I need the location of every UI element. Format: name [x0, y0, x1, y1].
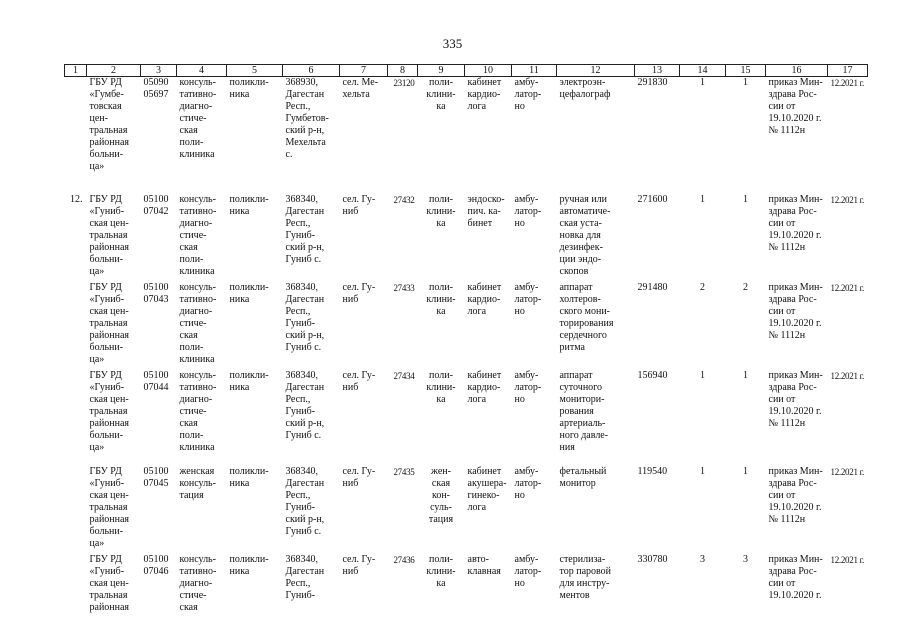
column-number-1: 1: [65, 65, 87, 77]
cell-room: кабинет кардио- лога: [467, 369, 502, 405]
cell-facility-kind: поликли- ника: [229, 369, 269, 393]
cell-equipment: аппарат суточного монитори- рования артериаль- ного давле- ния: [559, 369, 609, 453]
cell-unit: поли- клини- ка: [426, 369, 456, 405]
cell-code: 05100 07046: [143, 553, 169, 577]
column-number-14: 14: [680, 65, 726, 77]
cell-quantity-needed: 1: [700, 77, 705, 88]
column-number-4: 4: [177, 65, 227, 77]
cell-due-date: 12.2021 г.: [830, 466, 864, 477]
cell-code: 05100 07042: [143, 193, 169, 217]
cell-facility-kind: поликли- ника: [229, 77, 269, 100]
cell-quantity-needed: 2: [700, 281, 705, 293]
cell-address: 368340, Дагестан Респ., Гуниб- ский р-н, Гуниб с.: [285, 193, 325, 265]
cell-settlement: сел. Гу- ниб: [342, 369, 376, 393]
table-row: [65, 554, 868, 624]
cell-unit: поли- клини- ка: [426, 193, 456, 229]
cell-facility-type: консуль- тативно- диагно- стиче- ская поли- клиника: [179, 193, 217, 277]
column-number-3: 3: [141, 65, 177, 77]
cell-registry-id: 27433: [393, 282, 415, 293]
cell-registry-id: 27432: [393, 194, 415, 205]
column-number-9: 9: [418, 65, 465, 77]
cell-due-date: 12.2021 г.: [830, 554, 864, 565]
cell-code: 05090 05697: [143, 77, 169, 100]
cell-organization: ГБУ РД «Гумбе- товская цен- тральная районная больни- ца»: [89, 77, 130, 172]
cell-room: кабинет кардио- лога: [467, 77, 502, 112]
column-number-11: 11: [512, 65, 557, 77]
cell-room: кабинет кардио- лога: [467, 281, 502, 317]
cell-legal-basis: приказ Мин- здрава Рос- сии от 19.10.2020 г. № 1112н: [768, 193, 823, 253]
cell-address: 368340, Дагестан Респ., Гуниб- ский р-н, Гуниб с.: [285, 465, 325, 537]
cell-price: 291480: [637, 281, 668, 293]
column-number-8: 8: [388, 65, 418, 77]
cell-equipment: ручная или автоматиче- ская уста- новка для дезинфек- ции эндо- скопов: [559, 193, 611, 277]
cell-quantity-planned: 1: [743, 369, 748, 381]
cell-quantity-needed: 1: [700, 193, 705, 205]
cell-quantity-planned: 1: [743, 465, 748, 477]
column-number-16: 16: [766, 65, 828, 77]
table-row: [65, 194, 868, 282]
cell-registry-id: 27434: [393, 370, 415, 381]
cell-registry-id: 27435: [393, 466, 415, 477]
cell-organization: ГБУ РД «Гуниб- ская цен- тральная районная больни- ца»: [89, 465, 130, 549]
page-number: 335: [442, 36, 463, 51]
cell-settlement: сел. Гу- ниб: [342, 553, 376, 577]
cell-facility-kind: поликли- ника: [229, 465, 269, 489]
table-row: [65, 282, 868, 370]
column-number-10: 10: [465, 65, 512, 77]
cell-organization: ГБУ РД «Гуниб- ская цен- тральная районная больни- ца»: [89, 281, 130, 365]
cell-equipment: стерилиза- тор паровой для инстру- ментов: [559, 553, 612, 601]
table-row: [65, 466, 868, 554]
cell-registry-id: 27436: [393, 554, 415, 565]
cell-quantity-needed: 1: [700, 369, 705, 381]
cell-row-number: 12.: [70, 193, 83, 205]
cell-address: 368340, Дагестан Респ., Гуниб- ский р-н, Гуниб с.: [285, 281, 325, 353]
cell-legal-basis: приказ Мин- здрава Рос- сии от 19.10.2020 г. № 1112н: [768, 281, 823, 341]
cell-unit: поли- клини- ка: [426, 553, 456, 589]
cell-due-date: 12.2021 г.: [830, 370, 864, 381]
cell-care-mode: амбу- латор- но: [514, 553, 542, 589]
cell-price: 291830: [637, 77, 668, 88]
cell-code: 05100 07044: [143, 369, 169, 393]
cell-quantity-planned: 2: [743, 281, 748, 293]
cell-legal-basis: приказ Мин- здрава Рос- сии от 19.10.2020 г.: [768, 553, 823, 601]
cell-legal-basis: приказ Мин- здрава Рос- сии от 19.10.2020 г. № 1112н: [768, 369, 823, 429]
cell-price: 330780: [637, 553, 668, 565]
cell-legal-basis: приказ Мин- здрава Рос- сии от 19.10.2020 г. № 1112н: [768, 465, 823, 525]
cell-facility-type: женская консуль- тация: [179, 465, 216, 501]
cell-equipment: фетальный монитор: [559, 465, 607, 489]
cell-settlement: сел. Ме- хельта: [342, 77, 379, 100]
cell-row-number: [65, 282, 87, 370]
cell-row-number: [65, 77, 87, 194]
cell-facility-kind: поликли- ника: [229, 193, 269, 217]
cell-organization: ГБУ РД «Гуниб- ская цен- тральная районная больни- ца»: [89, 193, 130, 277]
cell-equipment: аппарат холтеров- ского мони- торирования сердечного ритма: [559, 281, 614, 353]
cell-due-date: 12.2021 г.: [830, 78, 864, 88]
cell-unit: поли- клини- ка: [426, 281, 456, 317]
column-number-17: 17: [828, 65, 868, 77]
column-number-6: 6: [283, 65, 340, 77]
cell-unit: поли- клини- ка: [426, 77, 456, 112]
cell-quantity-needed: 1: [700, 465, 705, 477]
cell-care-mode: амбу- латор- но: [514, 193, 542, 229]
cell-registry-id: 23120: [393, 78, 415, 88]
table-row: [65, 370, 868, 466]
cell-organization: ГБУ РД «Гуниб- ская цен- тральная районная: [89, 553, 130, 613]
cell-unit: жен- ская кон- суль- тация: [428, 465, 454, 525]
column-number-15: 15: [726, 65, 766, 77]
column-number-2: 2: [87, 65, 141, 77]
cell-row-number: [65, 370, 87, 466]
cell-care-mode: амбу- латор- но: [514, 77, 542, 112]
cell-price: 156940: [637, 369, 668, 381]
cell-facility-type: консуль- тативно- диагно- стиче- ская поли- клиника: [179, 77, 217, 160]
column-number-row: [65, 65, 868, 77]
cell-facility-kind: поликли- ника: [229, 553, 269, 577]
column-number-5: 5: [227, 65, 283, 77]
cell-due-date: 12.2021 г.: [830, 282, 864, 293]
cell-settlement: сел. Гу- ниб: [342, 193, 376, 217]
cell-care-mode: амбу- латор- но: [514, 369, 542, 405]
cell-facility-kind: поликли- ника: [229, 281, 269, 305]
cell-address: 368930, Дагестан Респ., Гумбетов- ский р-н, Мехельта с.: [285, 77, 329, 160]
cell-due-date: 12.2021 г.: [830, 194, 864, 205]
cell-quantity-planned: 3: [743, 553, 748, 565]
column-number-13: 13: [635, 65, 680, 77]
cell-facility-type: консуль- тативно- диагно- стиче- ская поли- клиника: [179, 369, 217, 453]
cell-room: кабинет акушера- гинеко- лога: [467, 465, 507, 513]
cell-room: авто- клавная: [467, 553, 501, 577]
cell-legal-basis: приказ Мин- здрава Рос- сии от 19.10.2020 г. № 1112н: [768, 77, 823, 136]
column-number-12: 12: [557, 65, 635, 77]
cell-facility-type: консуль- тативно- диагно- стиче- ская поли- клиника: [179, 281, 217, 365]
cell-quantity-planned: 1: [743, 77, 748, 88]
cell-row-number: [65, 554, 87, 624]
cell-care-mode: амбу- латор- но: [514, 465, 542, 501]
cell-price: 271600: [637, 193, 668, 205]
cell-organization: ГБУ РД «Гуниб- ская цен- тральная районная больни- ца»: [89, 369, 130, 453]
table-row: [65, 77, 868, 194]
cell-room: эндоско- пич. ка- бинет: [467, 193, 505, 229]
cell-equipment: электроэн- цефалограф: [559, 77, 611, 100]
column-number-7: 7: [340, 65, 388, 77]
cell-row-number: [65, 466, 87, 554]
equipment-table: [64, 64, 868, 624]
cell-address: 368340, Дагестан Респ., Гуниб-: [285, 553, 325, 601]
cell-facility-type: консуль- тативно- диагно- стиче- ская: [179, 553, 217, 613]
cell-address: 368340, Дагестан Респ., Гуниб- ский р-н, Гуниб с.: [285, 369, 325, 441]
cell-settlement: сел. Гу- ниб: [342, 465, 376, 489]
cell-settlement: сел. Гу- ниб: [342, 281, 376, 305]
cell-quantity-needed: 3: [700, 553, 705, 565]
cell-price: 119540: [637, 465, 668, 477]
cell-code: 05100 07045: [143, 465, 169, 489]
cell-quantity-planned: 1: [743, 193, 748, 205]
cell-code: 05100 07043: [143, 281, 169, 305]
cell-care-mode: амбу- латор- но: [514, 281, 542, 317]
